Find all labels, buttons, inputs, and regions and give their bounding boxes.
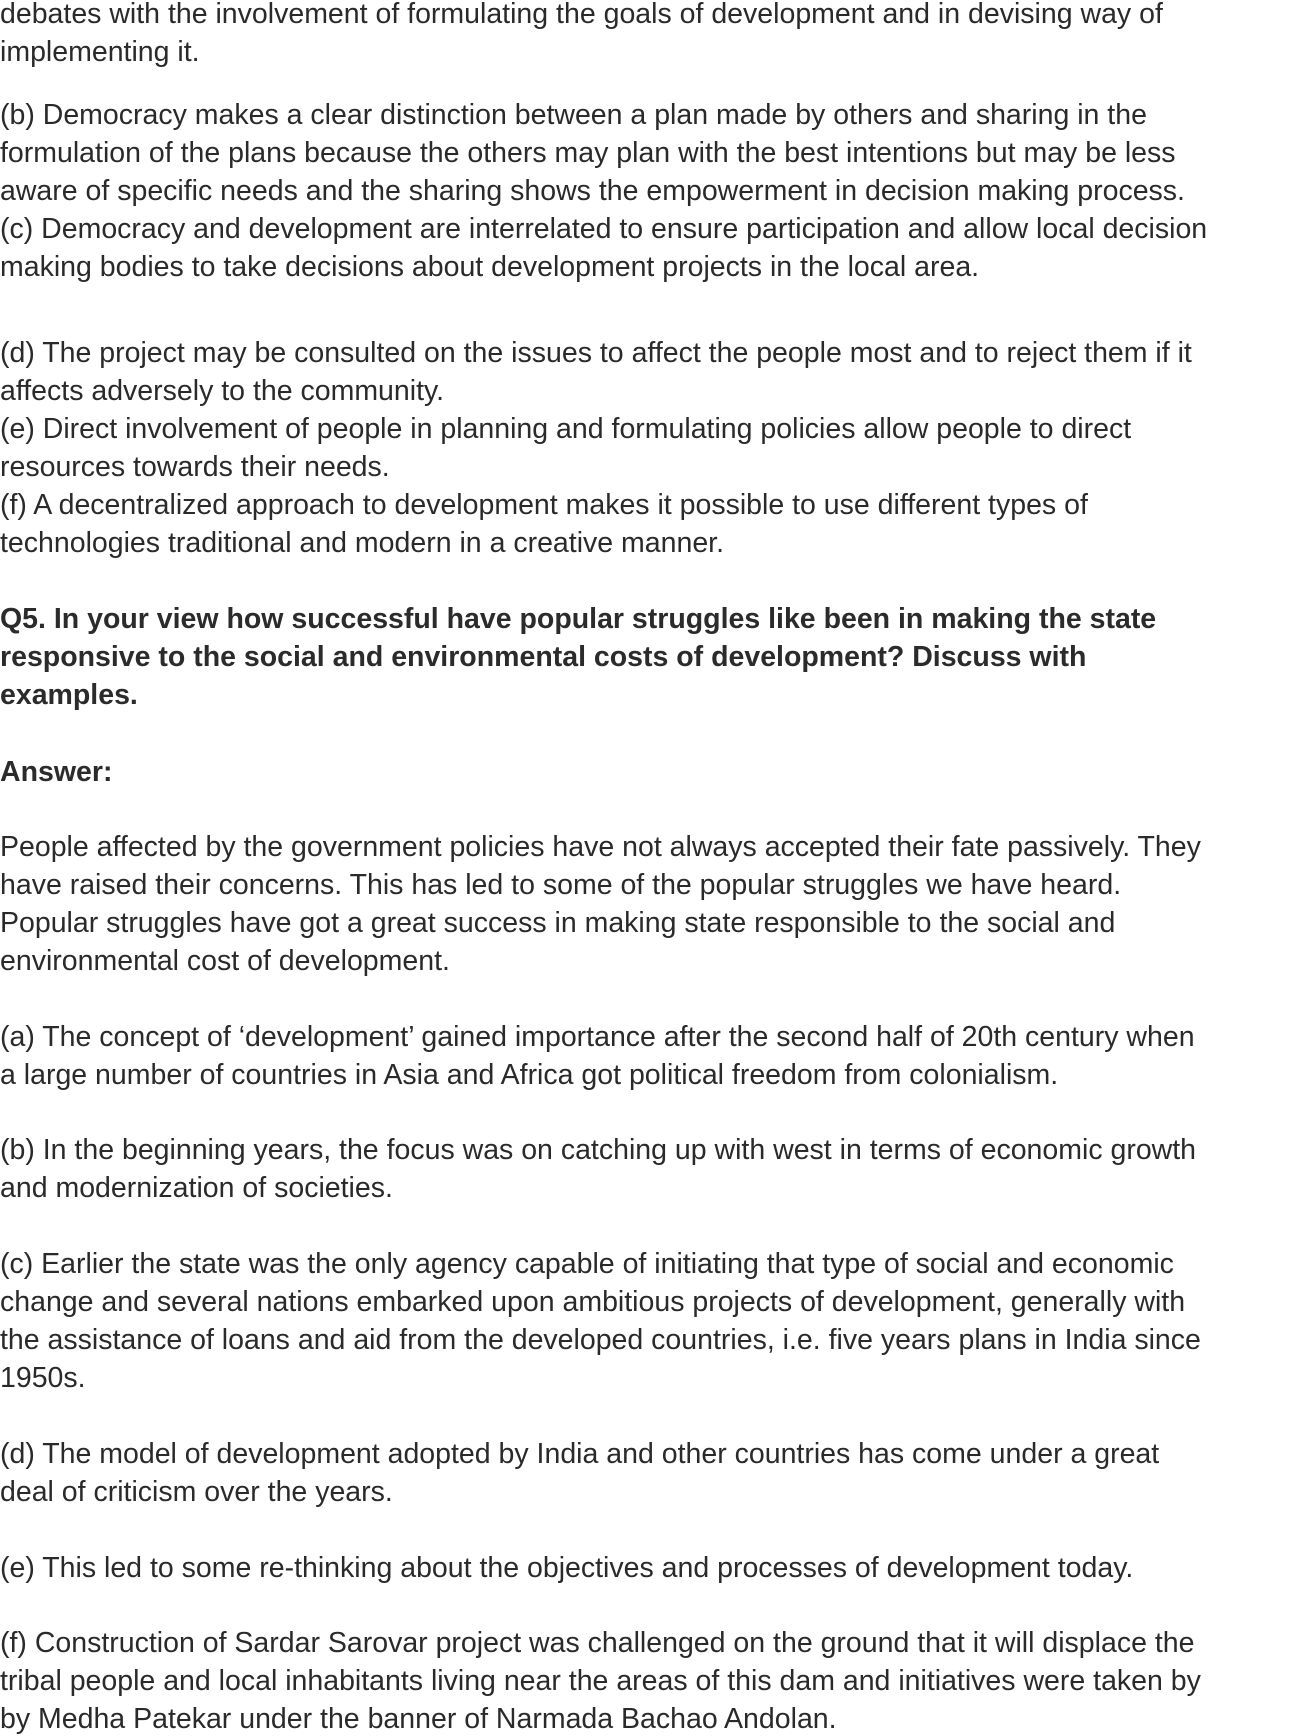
answer-intro-paragraph — [0, 828, 1291, 980]
answer-point-a — [0, 1018, 1291, 1094]
text-line: (c) Earlier the state was the only agency capable of initiating that type of social and economic — [0, 1248, 1174, 1280]
text-line: (f) A decentralized approach to development makes it possible to use different types of — [0, 489, 1088, 521]
answer-point-c — [0, 1245, 1291, 1397]
question-line: Q5. In your view how successful have popular struggles like been in making the state — [0, 603, 1157, 635]
text-line: (b) In the beginning years, the focus was on catching up with west in terms of economic growth — [0, 1134, 1197, 1166]
intro-continuation-paragraph — [0, 0, 1291, 71]
answer-label-text: Answer: — [0, 756, 113, 788]
text-line: (d) The model of development adopted by India and other countries has come under a great — [0, 1438, 1160, 1470]
text-line: (a) The concept of ‘development’ gained importance after the second half of 20th century when — [0, 1021, 1195, 1053]
text-line: aware of specific needs and the sharing shows the empowerment in decision making process. — [0, 175, 1185, 207]
text-line: the assistance of loans and aid from the developed countries, i.e. five years plans in India since — [0, 1324, 1201, 1356]
text-line: (f) Construction of Sardar Sarovar project was challenged on the ground that it will displace the — [0, 1627, 1195, 1659]
answer-point-f — [0, 1624, 1291, 1736]
text-line: (b) Democracy makes a clear distinction between a plan made by others and sharing in the — [0, 99, 1147, 131]
text-line: debates with the involvement of formulating the goals of development and in devising way of — [0, 0, 1163, 30]
question-q5 — [0, 600, 1291, 714]
text-line: People affected by the government policies have not always accepted their fate passively. They — [0, 831, 1201, 863]
paragraph-points-b-c — [0, 96, 1291, 286]
text-line: deal of criticism over the years. — [0, 1476, 393, 1508]
text-line: affects adversely to the community. — [0, 375, 445, 407]
text-line: formulation of the plans because the others may plan with the best intentions but may be less — [0, 137, 1176, 169]
text-line: environmental cost of development. — [0, 945, 450, 977]
question-line: examples. — [0, 679, 138, 711]
text-line: technologies traditional and modern in a creative manner. — [0, 527, 725, 559]
text-line: Popular struggles have got a great success in making state responsible to the social and — [0, 907, 1116, 939]
answer-point-b — [0, 1131, 1291, 1207]
text-line: by Medha Patekar under the banner of Narmada Bachao Andolan. — [0, 1703, 837, 1735]
text-line: implementing it. — [0, 36, 200, 68]
text-line: have raised their concerns. This has led to some of the popular struggles we have heard. — [0, 869, 1122, 901]
paragraph-points-d-e-f — [0, 334, 1291, 562]
text-line: (c) Democracy and development are interrelated to ensure participation and allow local decision — [0, 213, 1208, 245]
text-line: tribal people and local inhabitants living near the areas of this dam and initiatives were taken by — [0, 1665, 1201, 1697]
text-line: and modernization of societies. — [0, 1172, 393, 1204]
text-line: resources towards their needs. — [0, 451, 390, 483]
text-line: (e) Direct involvement of people in planning and formulating policies allow people to direct — [0, 413, 1132, 445]
text-line: making bodies to take decisions about development projects in the local area. — [0, 251, 980, 283]
question-line: responsive to the social and environmental costs of development? Discuss with — [0, 641, 1087, 673]
answer-point-e — [0, 1549, 1291, 1587]
answer-point-d — [0, 1435, 1291, 1511]
text-line: 1950s. — [0, 1362, 86, 1394]
text-line: change and several nations embarked upon ambitious projects of development, generally with — [0, 1286, 1186, 1318]
answer-label — [0, 753, 1291, 791]
text-line: (e) This led to some re-thinking about the objectives and processes of development today. — [0, 1552, 1134, 1584]
text-line: (d) The project may be consulted on the issues to affect the people most and to reject them if it — [0, 337, 1192, 369]
text-line: a large number of countries in Asia and Africa got political freedom from colonialism. — [0, 1059, 1059, 1091]
